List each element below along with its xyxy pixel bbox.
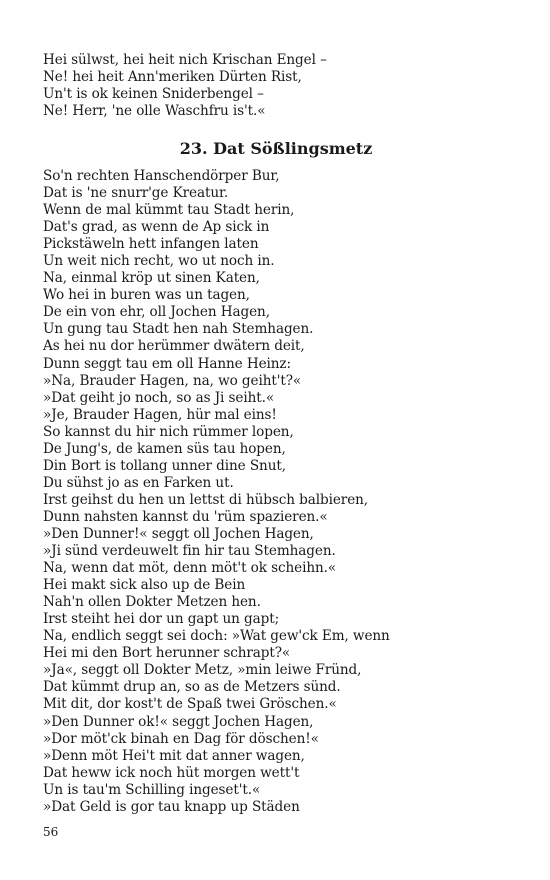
verse-line: Na, wenn dat möt, denn möt't ok scheihn.« bbox=[43, 560, 337, 577]
verse-line: Dunn nahsten kannst du 'rüm spazieren.« bbox=[43, 508, 328, 525]
verse-line: Un't is ok keinen Sniderbengel – bbox=[43, 86, 264, 103]
verse-line: De Jung's, de kamen süs tau hopen, bbox=[43, 440, 286, 457]
verse-line: Un weit nich recht, wo ut noch in. bbox=[43, 253, 275, 270]
verse-line: Dat heww ick noch hüt morgen wett't bbox=[43, 764, 300, 781]
poem-body bbox=[43, 168, 390, 816]
verse-line: Din Bort is tollang unner dine Snut, bbox=[43, 457, 286, 474]
verse-line: Irst geihst du hen un lettst di hübsch balbieren, bbox=[43, 491, 369, 508]
verse-line: Ne! hei heit Ann'meriken Dürten Rist, bbox=[43, 69, 302, 86]
verse-line: Pickstäweln hett infangen laten bbox=[43, 236, 259, 253]
verse-line: »Den Dunner!« seggt oll Jochen Hagen, bbox=[43, 525, 314, 542]
verse-line: Dat is 'ne snurr'ge Kreatur. bbox=[43, 185, 229, 202]
verse-line: Na, endlich seggt sei doch: »Wat gew'ck Em, wenn bbox=[43, 628, 390, 645]
verse-line: Hei mi den Bort herunner schrapt?« bbox=[43, 645, 291, 662]
verse-line: So'n rechten Hanschendörper Bur, bbox=[43, 168, 280, 184]
verse-line: Un gung tau Stadt hen nah Stemhagen. bbox=[43, 321, 314, 338]
verse-line: »Je, Brauder Hagen, hür mal eins! bbox=[43, 406, 277, 423]
verse-line: Ne! Herr, 'ne olle Waschfru is't.« bbox=[43, 103, 266, 120]
verse-line: Mit dit, dor kost't de Spaß twei Gröschen.« bbox=[43, 696, 337, 713]
verse-line: »Ja«, seggt oll Dokter Metz, »min leiwe Fründ, bbox=[43, 662, 362, 679]
verse-line: Hei sülwst, hei heit nich Krischan Engel – bbox=[43, 52, 327, 68]
verse-line: Un is tau'm Schilling ingeset't.« bbox=[43, 781, 261, 798]
page-number: 56 bbox=[43, 825, 59, 839]
verse-line: Dunn seggt tau em oll Hanne Heinz: bbox=[43, 355, 291, 372]
verse-line: »Na, Brauder Hagen, na, wo geiht't?« bbox=[43, 372, 302, 389]
verse-line: »Dor möt'ck binah en Dag för döschen!« bbox=[43, 730, 319, 747]
verse-line: Du sühst jo as en Farken ut. bbox=[43, 474, 234, 491]
verse-line: »Dat geiht jo noch, so as Ji seiht.« bbox=[43, 389, 275, 406]
verse-line: Dat kümmt drup an, so as de Metzers sünd. bbox=[43, 679, 341, 696]
book-page bbox=[43, 0, 523, 880]
verse-line: Hei makt sick also up de Bein bbox=[43, 577, 246, 594]
verse-line: »Ji sünd verdeuwelt fin hir tau Stemhagen. bbox=[43, 543, 336, 560]
verse-line: Dat's grad, as wenn de Ap sick in bbox=[43, 219, 270, 236]
previous-poem-ending bbox=[43, 52, 327, 120]
verse-line: »Den Dunner ok!« seggt Jochen Hagen, bbox=[43, 713, 314, 730]
verse-line: Nah'n ollen Dokter Metzen hen. bbox=[43, 594, 261, 611]
verse-line: So kannst du hir nich rümmer lopen, bbox=[43, 423, 294, 440]
verse-line: »Dat Geld is gor tau knapp up Städen bbox=[43, 798, 300, 815]
verse-line: De ein von ehr, oll Jochen Hagen, bbox=[43, 304, 270, 321]
verse-line: Wo hei in buren was un tagen, bbox=[43, 287, 250, 304]
verse-line: »Denn möt Hei't mit dat anner wagen, bbox=[43, 747, 305, 764]
poem-title: 23. Dat Sößlingsmetz bbox=[179, 139, 373, 158]
verse-line: Wenn de mal kümmt tau Stadt herin, bbox=[43, 202, 295, 219]
verse-line: Irst steiht hei dor un gapt un gapt; bbox=[43, 611, 280, 628]
verse-line: Na, einmal kröp ut sinen Katen, bbox=[43, 270, 260, 287]
verse-line: As hei nu dor herümmer dwätern deit, bbox=[43, 338, 305, 355]
